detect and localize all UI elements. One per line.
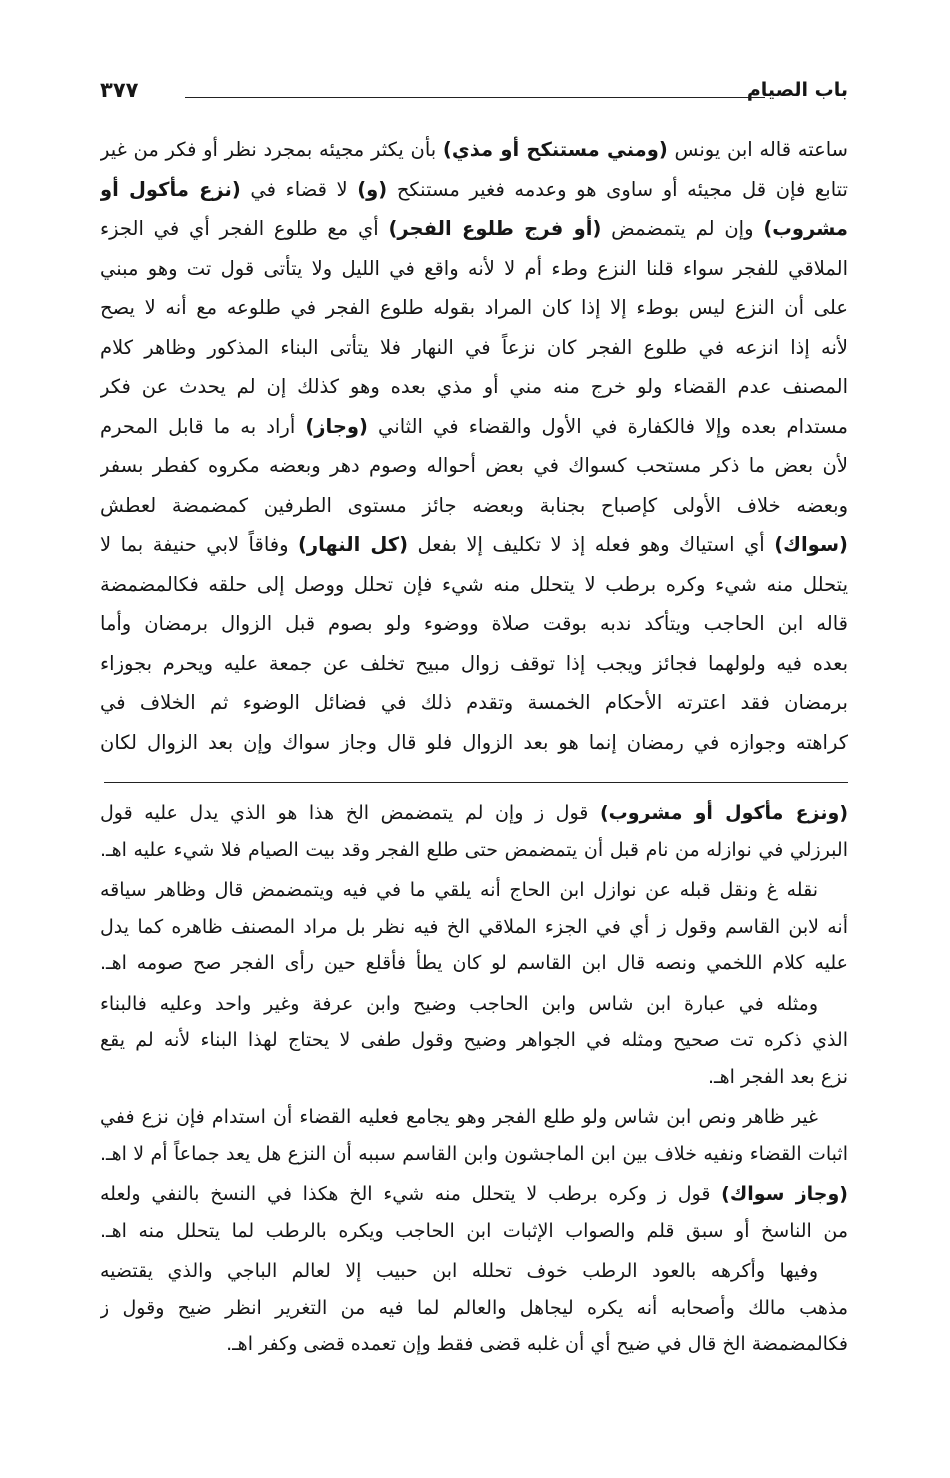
chapter-title: باب الصيام xyxy=(746,79,848,101)
footnote-line xyxy=(100,832,848,869)
bold-lemma: (وجاز سواك) xyxy=(721,1183,848,1205)
footnote-line xyxy=(100,795,848,832)
text-run: من الناسخ أو سبق قلم والصواب الإثبات ابن الحاجب ويكره بالرطب لما يتحلل منه اهـ. xyxy=(100,1219,848,1242)
footnote-paragraph xyxy=(100,872,848,982)
footnote-line xyxy=(100,1290,848,1327)
text-line xyxy=(100,446,848,486)
text-run: قول ز وكره برطب لا يتحلل منه شيء الخ هكذا في النسخ بالنفي ولعله xyxy=(100,1183,722,1205)
text-run: البرزلي في نوازله من نام قبل أن يتمضمض حتى طلع الفجر وقد بيت الصيام فلا شيء عليه اهـ. xyxy=(100,838,848,861)
text-run: عليه كلام اللخمي ونصه قال ابن القاسم لو كان يطأ فأقلع حين رأى الفجر صح صومه اهـ. xyxy=(100,952,848,974)
text-run: لا قضاء في xyxy=(240,177,358,201)
text-run: مذهب مالك وأصحابه أنه يكره ليجاهل والعالم لما فيه من التغرير انظر ضيح وقول ز xyxy=(100,1296,848,1319)
text-run: مستدام بعده وإلا فالكفارة في الأول والقضاء في الثاني xyxy=(367,414,848,438)
text-line xyxy=(100,683,848,723)
text-run: أي استياك وهو فعله إذ لا تكليف إلا بفعل xyxy=(407,533,775,556)
text-line xyxy=(100,486,848,526)
text-run: على أن النزع ليس بوطء إلا إذا كان المراد بقوله طلوع الفجر في طلوعه مع أنه لا يصح xyxy=(100,296,848,319)
text-line xyxy=(100,288,848,328)
text-line xyxy=(100,644,848,684)
text-run: أنه لابن القاسم وقول ز أي في الجزء الملاقي الخ فيه نظر بل مراد المصنف ظاهره كما يدل xyxy=(100,915,848,938)
text-run: وفاقاً لابي حنيفة بما لا xyxy=(100,533,298,556)
main-text xyxy=(100,130,848,762)
footnote-line xyxy=(100,1213,848,1250)
text-line xyxy=(100,367,848,407)
text-run: وإن لم يتمضمض xyxy=(601,217,764,240)
header-rule xyxy=(185,97,765,98)
footnote-divider xyxy=(104,782,848,783)
page-number: ٣٧٧ xyxy=(100,78,139,102)
text-run: وفيها وأكرهه بالعود الرطب خوف تحلله ابن حبيب إلا لعالم الباجي والذي يقتضيه xyxy=(100,1260,818,1282)
bold-lemma: (ومني مستنكح أو مذي) xyxy=(442,138,668,161)
bold-lemma: (نزع مأكول أو xyxy=(100,177,241,201)
footnote-line xyxy=(100,1136,848,1173)
text-run: وبعضه خلاف الأولى كإصباح بجنابة وبعضه جائز مستوى الطرفين كمضمضة لعطش xyxy=(100,493,848,517)
footnote-paragraph xyxy=(100,1099,848,1172)
text-line xyxy=(100,604,848,644)
text-line xyxy=(100,130,848,170)
bold-lemma: (أو فرج طلوع الفجر) xyxy=(388,217,602,240)
text-line xyxy=(100,525,848,565)
text-run: كراهته وجوازه في رمضان إنما هو بعد الزوال فلو قال وجاز سواك وإن بعد الزوال لكان xyxy=(100,730,848,754)
text-run: الملاقي للفجر سواء قلنا النزع وطء أم لا لأنه واقع في الليل ولا يتأتى قول تت وهو مبني xyxy=(100,256,848,280)
footnote-paragraph xyxy=(100,1176,848,1249)
text-run: بعده فيه ولولهما فجائز ويجب إذا توقف زوال مبيح تخلف عن جمعة عليه ويحرم بجوزاء xyxy=(100,651,848,675)
text-line xyxy=(100,407,848,447)
text-run: غير ظاهر ونص ابن شاس ولو طلع الفجر وهو يجامع فعليه القضاء أن استدام فإن نزع ففي xyxy=(100,1106,818,1128)
text-run: اثبات القضاء ونفيه خلاف بين ابن الماجشون وابن القاسم سببه أن النزع هل يعد جماعاً أم لا اهـ. xyxy=(100,1142,848,1165)
footnote-paragraph xyxy=(100,1253,848,1363)
bold-lemma: (و) xyxy=(357,177,388,201)
text-line xyxy=(100,170,848,210)
footnote-line xyxy=(100,909,848,946)
text-run: نزع بعد الفجر اهـ. xyxy=(708,1065,848,1088)
text-run: ومثله في عبارة ابن شاس وابن الحاجب وضيح وابن عرفة وغير واحد وعليه فالبناء xyxy=(100,992,818,1015)
text-run: الذي ذكره تت صحيح ومثله في الجواهر وضيح وقول طفى لا يحتاج لهذا البناء لأنه لم يقع xyxy=(100,1029,848,1051)
text-run: نقله غ ونقل قبله عن نوازل ابن الحاج أنه يلقي ما في فيه ويتمضمض قال وظاهر سياقه xyxy=(100,879,818,901)
text-line xyxy=(100,328,848,368)
text-run: أراد به ما قابل المحرم xyxy=(100,414,306,438)
text-run: برمضان فقد اعترته الأحكام الخمسة وتقدم ذلك في فضائل الوضوء ثم الخلاف في xyxy=(100,691,848,714)
footnote-line xyxy=(100,872,848,909)
text-run: ساعته قاله ابن يونس xyxy=(667,138,848,161)
bold-lemma: مشروب) xyxy=(763,217,848,240)
text-run: بأن يكثر مجيئه بمجرد نظر أو فكر من غير xyxy=(100,138,443,161)
text-run: قول ز وإن لم يتمضمض الخ هذا هو الذي يدل عليه قول xyxy=(100,802,600,824)
footnotes xyxy=(100,795,848,1367)
bold-lemma: (وجاز) xyxy=(305,414,368,438)
text-run: يتحلل منه شيء وكره برطب لا يتحلل منه شيء فإن تحلل ووصل إلى حلقه فكالمضمضة xyxy=(100,572,848,596)
bold-lemma: (ونزع مأكول أو مشروب) xyxy=(599,802,848,824)
bold-lemma: (سواك) xyxy=(774,533,848,556)
footnote-line xyxy=(100,1176,848,1213)
bold-lemma: (كل النهار) xyxy=(297,533,408,556)
text-run: قاله ابن الحاجب ويتأكد ندبه بوقت صلاة ووضوء ولو بصوم قبل الزوال برمضان وأما xyxy=(100,612,848,635)
text-run: المصنف عدم القضاء ولو خرج منه مني أو مذي بعده وهو كذلك إن لم يحدث عن فكر xyxy=(100,375,848,398)
text-line xyxy=(100,565,848,605)
footnote-line xyxy=(100,1022,848,1059)
footnote-line xyxy=(100,986,848,1023)
footnote-line xyxy=(100,1326,848,1363)
footnote-line xyxy=(100,945,848,982)
text-run: فكالمضمضة الخ قال في ضيح أي أن غلبه قضى فقط وإن تعمده قضى وكفر اهـ. xyxy=(226,1333,848,1355)
footnote-line xyxy=(100,1059,848,1096)
footnote-line xyxy=(100,1253,848,1290)
footnote-paragraph xyxy=(100,986,848,1096)
running-header xyxy=(100,72,848,108)
text-line xyxy=(100,209,848,249)
text-run: تتابع فإن قل مجيئه أو ساوى هو وعدمه فغير مستنكح xyxy=(387,177,848,201)
text-run: لأنه إذا انزعه في طلوع الفجر كان نزعاً في النهار فلا يتأتى البناء المذكور وظاهر كلام xyxy=(100,335,848,359)
text-run: لأن بعض ما ذكر مستحب كسواك في بعض أحواله وصوم دهر وبعضه مكروه كفطر بسفر xyxy=(100,454,848,477)
text-line xyxy=(100,723,848,763)
text-run: أي مع طلوع الفجر أي في الجزء xyxy=(100,217,389,240)
footnote-paragraph xyxy=(100,795,848,868)
footnote-line xyxy=(100,1099,848,1136)
text-line xyxy=(100,249,848,289)
